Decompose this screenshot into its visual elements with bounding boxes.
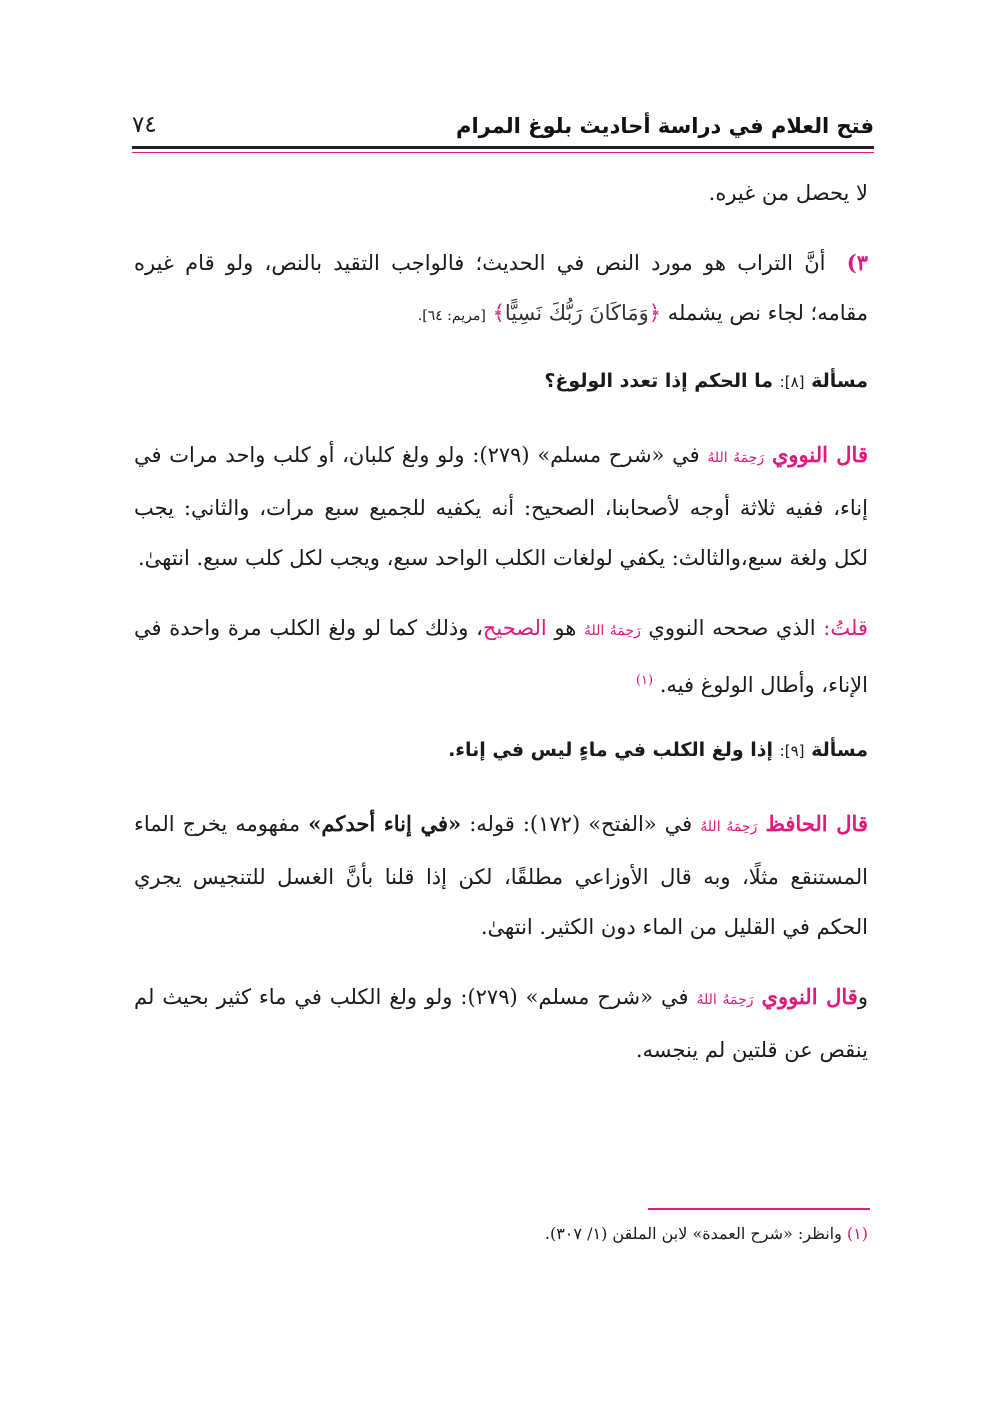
paragraph-2-text: أنَّ التراب هو مورد النص في الحديث؛ فالواجب التقيد بالنص، ولو قام غيره مقامه؛ لجاء نص يشمله xyxy=(134,251,868,325)
paragraph-4-text-c: ، وذلك كما لو ولغ الكلب مرة واحدة في الإناء، وأطال الولوغ فيه. xyxy=(134,616,868,697)
header-accent-rule xyxy=(132,152,874,153)
paragraph-6 xyxy=(134,972,868,1075)
honorific: رَحِمَهُ اللهُ xyxy=(700,819,758,835)
point-number: ٣) xyxy=(846,250,868,275)
book-title: فتح العلام في دراسة أحاديث بلوغ المرام xyxy=(456,114,874,138)
question-heading-8 xyxy=(134,361,868,402)
footnote-text: وانظر: «شرح العمدة» لابن الملقن (١/ ٣٠٧). xyxy=(544,1224,842,1243)
page-number: ٧٤ xyxy=(132,112,157,138)
speaker-name: قال الحافظ xyxy=(765,811,868,836)
paragraph-5 xyxy=(134,799,868,952)
paragraph-4-text-a: الذي صححه النووي xyxy=(648,616,816,640)
page-content xyxy=(134,168,868,1075)
paragraph-4 xyxy=(134,603,868,710)
question-number: [٨]: xyxy=(779,373,805,391)
quran-close-bracket: ﴾ xyxy=(492,301,505,325)
footnote-separator xyxy=(648,1208,870,1210)
page-header xyxy=(132,108,874,144)
footnote-reference[interactable]: (١) xyxy=(635,673,654,688)
question-heading-9 xyxy=(134,730,868,771)
question-number: [٩]: xyxy=(779,742,805,760)
quran-verse: وَمَاكَانَ رَبُّكَ نَسِيًّا xyxy=(504,301,649,325)
hadith-quote: «في إناء أحدكم» xyxy=(308,811,462,836)
question-text: إذا ولغ الكلب في ماءٍ ليس في إناء. xyxy=(448,739,774,761)
question-label: مسألة xyxy=(811,370,868,392)
paragraph-3-text: في «شرح مسلم» (٢٧٩): ولو ولغ كلبان، أو كلب واحد مرات في إناء، ففيه ثلاثة أوجه لأصحابنا، الصحيح: أنه يكفيه للجميع سبع مرات، والثاني: يجب لكل ولغة سبع،والثالث: يكفي لولغات الكلب الواحد سبع، ويجب لكل كلب سبع. انتهىٰ. xyxy=(134,443,868,570)
question-text: ما الحكم إذا تعدد الولوغ؟ xyxy=(544,370,774,392)
honorific: رَحِمَهُ اللهُ xyxy=(707,450,765,466)
paragraph-5-text-b: مفهومه يخرج الماء المستنقع مثلًا، وبه قال الأوزاعي مطلقًا، لكن إذا قلنا بأنَّ الغسل للتنجيس يجري الحكم في القليل من الماء دون الكثير. انتهىٰ. xyxy=(134,812,868,939)
question-label: مسألة xyxy=(811,739,868,761)
quran-open-bracket: ﴿ xyxy=(648,301,662,325)
verse-reference: [مريم: ٦٤]. xyxy=(417,308,486,324)
speaker-name: قال النووي xyxy=(761,984,858,1009)
header-rule xyxy=(132,146,874,149)
paragraph-1: لا يحصل من غيره. xyxy=(708,181,868,205)
honorific: رَحِمَهُ اللهُ xyxy=(584,623,641,639)
paragraph-2 xyxy=(134,238,868,341)
paragraph-4-text-b: هو xyxy=(554,616,577,640)
footnote-number: (١) xyxy=(846,1224,868,1243)
sahih-term: الصحيح xyxy=(482,616,547,640)
paragraph-6-text: في «شرح مسلم» (٢٧٩): ولو ولغ الكلب في ماء كثير بحيث لم ينقص عن قلتين لم ينجسه. xyxy=(134,985,868,1062)
honorific: رَحِمَهُ اللهُ xyxy=(696,992,754,1008)
paragraph-3 xyxy=(134,430,868,583)
qultu-label: قلتُ: xyxy=(823,616,868,640)
conjunction: و xyxy=(857,985,868,1009)
speaker-name: قال النووي xyxy=(771,442,868,467)
paragraph-5-text-a: في «الفتح» (١٧٢): قوله: xyxy=(469,812,693,836)
footnote xyxy=(545,1224,868,1243)
